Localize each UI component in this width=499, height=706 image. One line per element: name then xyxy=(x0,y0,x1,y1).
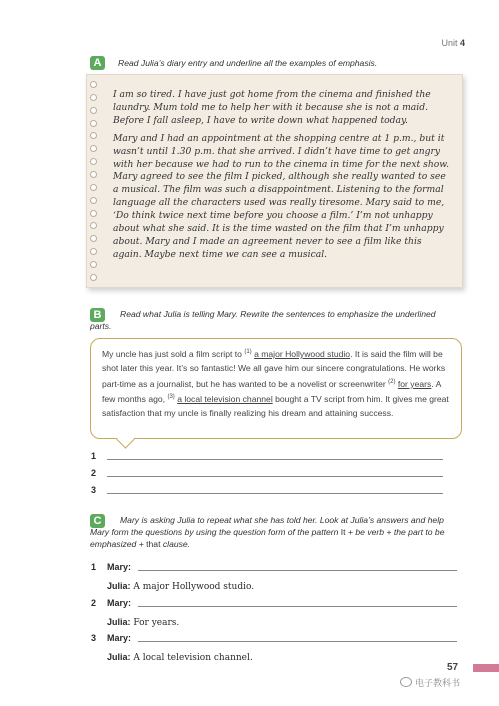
diary-text xyxy=(113,89,450,267)
section-c-instruction: Mary is asking Julia to repeat what she has told her. Look at Julia’s answers and help Mary form the questions by using the question form of the pattern It + be verb + the part to be emphasized + that clause. xyxy=(90,515,445,549)
diary-paragraph-1: I am so tired. I have just got home from the cinema and finished the laundry. Mum told me to help her with it because she is not a maid. Before I fall asleep, I have to write down what happened today. xyxy=(113,89,431,126)
question-line-1[interactable] xyxy=(138,570,457,571)
unit-word: Unit xyxy=(441,38,458,48)
section-c-badge: C xyxy=(90,514,105,528)
julia-answer-3: A local television channel. xyxy=(133,653,253,663)
mary-label: Mary: xyxy=(107,562,132,572)
julia-label: Julia: xyxy=(107,652,131,662)
question-line-2[interactable] xyxy=(138,606,457,607)
section-b-badge: B xyxy=(90,308,105,322)
wechat-icon xyxy=(400,677,412,687)
qa-item-2: 2 Mary: Julia: For years. xyxy=(91,598,457,610)
diary-note xyxy=(86,74,463,288)
answer-line-3[interactable]: 3 xyxy=(91,485,443,497)
speech-bubble-tail xyxy=(116,430,134,448)
underlined-2: for years xyxy=(397,378,432,389)
section-a-instruction: Read Julia’s diary entry and underline all the examples of emphasis. xyxy=(118,58,378,68)
underlined-3: a local television channel xyxy=(177,394,273,405)
answer-line-1[interactable]: 1 xyxy=(91,451,443,463)
marker-1: (1) xyxy=(244,349,252,355)
diary-paragraph-2: Mary and I had an appointment at the shopping centre at 1 p.m., but it wasn’t until 1.30 p.m. that she arrived. I didn’t have time to get angry with her because we had to run to the cinema in time for the next show. Mary agreed to see the film I picked, although she really wanted to see a musical. The film was such a disappointment. Listening to the formal language all the characters used was really tiresome. Mary said to me, ‘Do think twice next time before you choose a film.’ I’m not unhappy about what she said. It is the time wasted on the film that I’m unhappy about. Mary and I made an agreement never to see a film like this again. Maybe next time we can see a musical. xyxy=(113,132,449,260)
page-number: 57 xyxy=(447,662,459,673)
julia-answer-1: A major Hollywood studio. xyxy=(133,582,255,592)
unit-label xyxy=(441,38,465,48)
julia-label: Julia: xyxy=(107,617,131,627)
marker-2: (2) xyxy=(388,378,396,385)
page-color-bar xyxy=(473,664,499,672)
julia-answer-2: For years. xyxy=(133,618,180,628)
question-line-3[interactable] xyxy=(138,641,457,642)
qa-item-1: 1 Mary: Julia: A major Hollywood studio. xyxy=(91,562,457,574)
mary-label: Mary: xyxy=(107,633,132,643)
qa-item-3: 3 Mary: Julia: A local television channel. xyxy=(91,633,457,645)
speech-bubble: My uncle has just sold a film script to $^{(1)}$ a major Hollywood studio. It is said the film will be shot later this year. It’s so fantastic! We all gave him our sincere congratulations. He works part-time as a journalist, but he has wanted to be a novelist or screenwriter $^{(2)}$ for years. A few months ago, $^{(3)}$ a local television channel bought a TV script from him. It gives me great satisfaction that my uncle is finally realizing his dream and attaining success. xyxy=(90,338,462,439)
mary-label: Mary: xyxy=(107,598,132,608)
marker-3: (3) xyxy=(167,394,175,401)
section-b-instruction: Read what Julia is telling Mary. Rewrite the sentences to emphasize the underlined parts. xyxy=(90,309,436,331)
julia-label: Julia: xyxy=(107,581,131,591)
section-a-badge: A xyxy=(90,56,105,70)
underlined-1: a major Hollywood studio xyxy=(254,348,351,359)
unit-number: 4 xyxy=(459,38,465,48)
notebook-rings xyxy=(90,81,97,281)
answer-line-2[interactable]: 2 xyxy=(91,468,443,480)
watermark: 电子教科书 xyxy=(400,676,460,689)
